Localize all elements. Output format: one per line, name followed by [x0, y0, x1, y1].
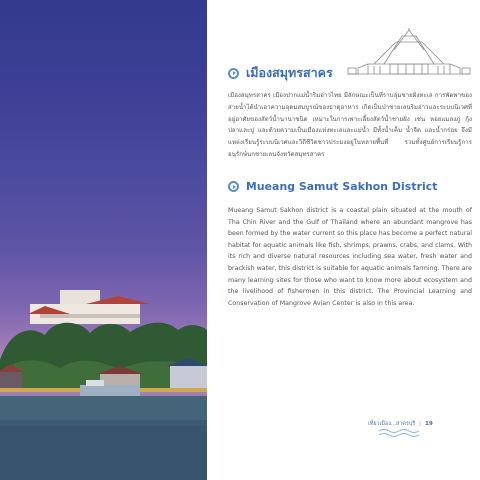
footer-label: เที่ยวเมือง...สาครบุรี	[368, 421, 416, 427]
section-heading-english	[228, 180, 438, 193]
page-number: 19	[424, 421, 433, 427]
section-heading-thai	[228, 63, 333, 83]
footer-separator: |	[419, 421, 421, 427]
waterfront-scene	[0, 0, 207, 480]
page-footer	[368, 420, 433, 428]
section-body-thai: เมืองสมุทรสาคร เมืองปากแม่น้ำริมอ่าวไทย มีลักษณะเป็นที่ราบลุ่มชายฝั่งทะเล การพัดพาของสายน้ำได้นำเอาความอุดมสมบูรณ์ของธาตุอาหาร เกิดเป็นป่าชายเลนริมอ่าวและระบบนิเวศที่อยู่อาศัยของสัตว์น้ำนานาชนิด เหมาะในการเพาะเลี้ยงสัตว์น้ำชายฝั่ง เช่น หอยแมลงภู่ กุ้ง ปลาและปู และด้วยความเป็นเมืองแห่งทะเลและแม่น้ำ มีทั้งน้ำเค็ม น้ำจืด และน้ำกร่อย จึงมีแหล่งเรียนรู้ระบบนิเวศและวิถีชีวิตชาวประมงอยู่ในหลายพื้นที่ รวมทั้งศูนย์การเรียนรู้การอนุรักษ์นกชายเลนจังหวัดสมุทรสาคร	[228, 92, 472, 158]
play-circle-icon	[228, 68, 239, 79]
section-title-english: Mueang Samut Sakhon District	[246, 180, 438, 193]
riverside-house	[170, 366, 207, 390]
boat	[80, 385, 140, 397]
play-circle-icon	[228, 181, 239, 192]
section-title-thai: เมืองสมุทรสาคร	[246, 65, 333, 80]
section-body-english: Mueang Samut Sakhon district is a coastal plain situated at the mouth of Tha Chin River and the Gulf of Thailand where an abundant mangrove has been formed by the water current so this place has become a perfect natural habitat for aquatic animals like fish, shrimps, prawns, crabs, and clams. With its rich and diverse natural resources including sea water, fresh water and brackish water, this district is suitable for aquatic animals farming. There are many learning sites for those who want to know more about ecosystem and the livelihood of fishermen in this district. The Provincial Learning and Conservation of Mangrove Avian Center is also in this area.	[228, 207, 472, 307]
temple-line-art	[344, 28, 474, 76]
wave-icon	[378, 428, 424, 438]
cover-photo	[0, 0, 207, 480]
